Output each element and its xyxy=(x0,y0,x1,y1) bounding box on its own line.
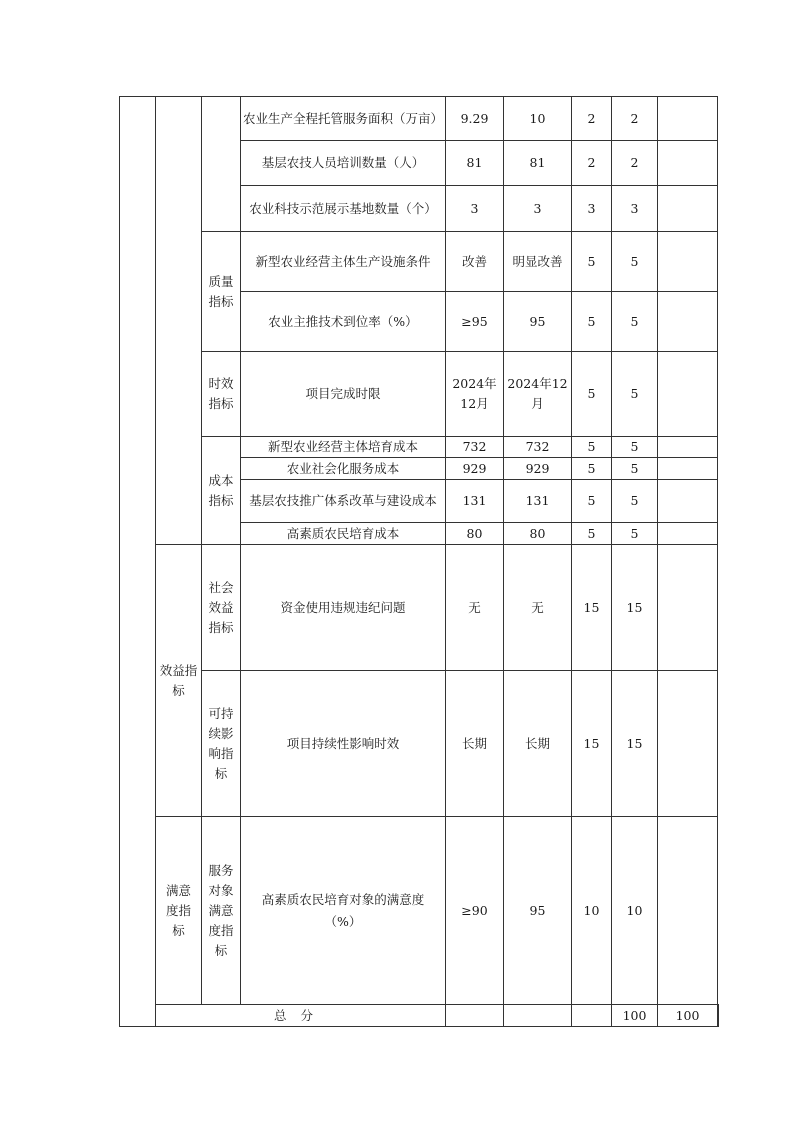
indicator-name: 农业科技示范展示基地数量（个） xyxy=(241,186,446,232)
social-benefit-indicator-label xyxy=(202,545,241,671)
score-value: 5 xyxy=(612,523,658,545)
indicator-name: 新型农业经营主体生产设施条件 xyxy=(241,232,446,292)
actual-value: 732 xyxy=(504,437,572,458)
target-value: 长期 xyxy=(446,671,504,817)
target-value: 131 xyxy=(446,480,504,523)
table-row xyxy=(120,671,719,817)
weight-value: 5 xyxy=(572,232,612,292)
target-value: ≥95 xyxy=(446,292,504,352)
benefit-indicator-label xyxy=(156,545,202,817)
category-text: 成本指标 xyxy=(208,472,234,508)
actual-value: 95 xyxy=(504,817,572,1005)
actual-value: 长期 xyxy=(504,671,572,817)
satisfaction-indicator-label xyxy=(156,817,202,1005)
timeliness-indicator-label xyxy=(202,352,241,437)
target-value: 929 xyxy=(446,458,504,480)
output-indicator-cell xyxy=(156,97,202,545)
actual-value: 明显改善 xyxy=(504,232,572,292)
weight-value: 2 xyxy=(572,141,612,186)
actual-value: 131 xyxy=(504,480,572,523)
remark-cell xyxy=(658,186,718,232)
target-value: 无 xyxy=(446,545,504,671)
remark-cell xyxy=(658,523,718,545)
weight-value: 3 xyxy=(572,186,612,232)
score-value: 2 xyxy=(612,97,658,141)
weight-value: 5 xyxy=(572,437,612,458)
actual-value: 3 xyxy=(504,186,572,232)
target-value: 81 xyxy=(446,141,504,186)
weight-value: 5 xyxy=(572,352,612,437)
weight-value: 15 xyxy=(572,545,612,671)
target-value: 2024年12月 xyxy=(446,352,504,437)
quality-indicator-label xyxy=(202,232,241,352)
remark-cell xyxy=(658,97,718,141)
total-actual xyxy=(572,1005,612,1027)
total-row xyxy=(120,1005,719,1027)
table-row xyxy=(120,437,719,458)
indicator-name: 基层农技人员培训数量（人） xyxy=(241,141,446,186)
category-text: 满意度指标 xyxy=(166,882,192,938)
category-text: 效益指标 xyxy=(159,662,198,698)
indicator-name: 项目完成时限 xyxy=(241,352,446,437)
indicator-name: 高素质农民培育成本 xyxy=(241,523,446,545)
remark-cell xyxy=(658,292,718,352)
indicator-name: 基层农技推广体系改革与建设成本 xyxy=(241,480,446,523)
total-score: 100 xyxy=(658,1005,718,1027)
score-value: 15 xyxy=(612,671,658,817)
remark-cell xyxy=(658,352,718,437)
table-row xyxy=(120,97,719,141)
indicator-name: 新型农业经营主体培育成本 xyxy=(241,437,446,458)
indicator-name: 高素质农民培育对象的满意度（%） xyxy=(241,817,446,1005)
table-row xyxy=(120,232,719,292)
remark-cell xyxy=(658,437,718,458)
weight-value: 15 xyxy=(572,671,612,817)
score-value: 5 xyxy=(612,352,658,437)
score-value: 5 xyxy=(612,480,658,523)
remark-cell xyxy=(658,480,718,523)
actual-value: 10 xyxy=(504,97,572,141)
outer-category-cell xyxy=(120,97,156,1027)
remark-cell xyxy=(658,671,718,817)
actual-value: 无 xyxy=(504,545,572,671)
total-weight: 100 xyxy=(612,1005,658,1027)
target-value: ≥90 xyxy=(446,817,504,1005)
category-text: 社会效益指标 xyxy=(208,579,234,635)
weight-value: 5 xyxy=(572,292,612,352)
weight-value: 10 xyxy=(572,817,612,1005)
score-value: 15 xyxy=(612,545,658,671)
score-value: 5 xyxy=(612,232,658,292)
service-satisfaction-indicator-label xyxy=(202,817,241,1005)
quantity-indicator-cell xyxy=(202,97,241,232)
score-value: 5 xyxy=(612,292,658,352)
score-value: 5 xyxy=(612,458,658,480)
category-text: 可持续影响指标 xyxy=(208,705,234,781)
total-target xyxy=(504,1005,572,1027)
cost-indicator-label xyxy=(202,437,241,545)
table-row xyxy=(120,352,719,437)
target-value: 3 xyxy=(446,186,504,232)
total-label: 总分 xyxy=(156,1005,446,1027)
table-row xyxy=(120,817,719,1005)
actual-value: 81 xyxy=(504,141,572,186)
weight-value: 5 xyxy=(572,523,612,545)
sustainable-indicator-label xyxy=(202,671,241,817)
remark-cell xyxy=(658,458,718,480)
remark-cell xyxy=(658,817,718,1005)
weight-value: 2 xyxy=(572,97,612,141)
target-value: 80 xyxy=(446,523,504,545)
indicator-name: 农业社会化服务成本 xyxy=(241,458,446,480)
actual-value: 2024年12月 xyxy=(504,352,572,437)
target-value: 改善 xyxy=(446,232,504,292)
score-value: 2 xyxy=(612,141,658,186)
category-text: 时效指标 xyxy=(208,376,234,411)
indicator-name: 资金使用违规违纪问题 xyxy=(241,545,446,671)
category-text: 服务对象满意度指标 xyxy=(208,862,234,958)
category-text: 质量指标 xyxy=(208,273,234,309)
remark-cell xyxy=(658,545,718,671)
target-value: 732 xyxy=(446,437,504,458)
total-remark xyxy=(718,1005,719,1027)
table-row xyxy=(120,545,719,671)
score-value: 3 xyxy=(612,186,658,232)
actual-value: 95 xyxy=(504,292,572,352)
score-value: 5 xyxy=(612,437,658,458)
score-value: 10 xyxy=(612,817,658,1005)
remark-cell xyxy=(658,232,718,292)
actual-value: 80 xyxy=(504,523,572,545)
target-value: 9.29 xyxy=(446,97,504,141)
weight-value: 5 xyxy=(572,480,612,523)
indicator-name: 农业主推技术到位率（%） xyxy=(241,292,446,352)
indicator-name: 项目持续性影响时效 xyxy=(241,671,446,817)
total-indicator-name xyxy=(446,1005,504,1027)
performance-indicator-table xyxy=(119,96,719,1027)
remark-cell xyxy=(658,141,718,186)
indicator-name: 农业生产全程托管服务面积（万亩） xyxy=(241,97,446,141)
weight-value: 5 xyxy=(572,458,612,480)
actual-value: 929 xyxy=(504,458,572,480)
